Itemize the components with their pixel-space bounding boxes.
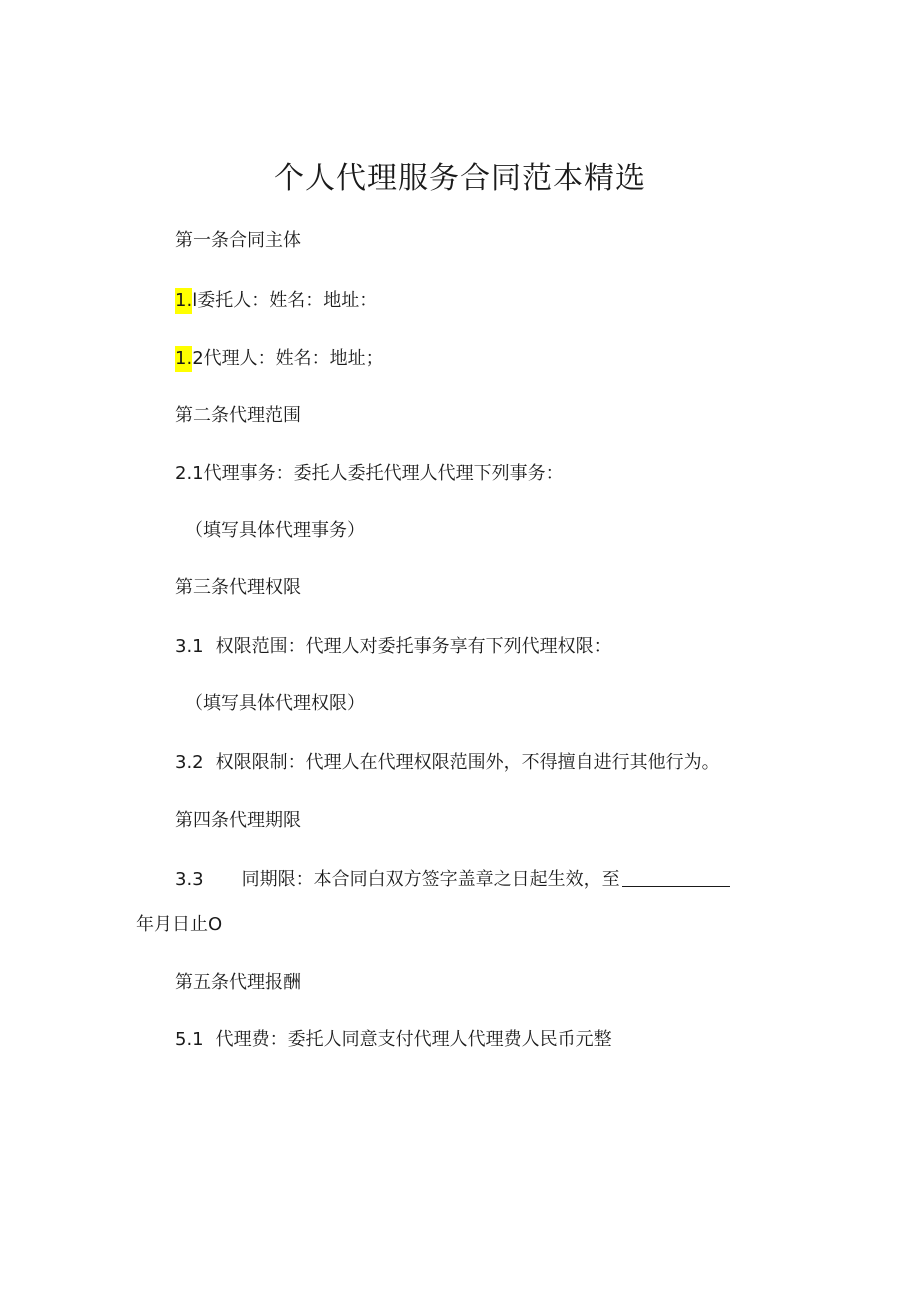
clause-1-2-number: 1. <box>175 346 192 372</box>
clause-5-1-number: 5.1 <box>175 1029 204 1050</box>
clause-3-2-text: 权限限制：代理人在代理权限范围外，不得擅自进行其他行为。 <box>215 752 720 773</box>
clause-3-2 <box>175 750 720 776</box>
clause-3-2-number: 3.2 <box>175 752 204 773</box>
clause-3-3-number: 3.3 <box>175 869 204 890</box>
clause-1-1-number: 1. <box>175 288 192 314</box>
clause-1-1-number-tail: l <box>192 290 198 311</box>
clause-1-2-text: 代理人：姓名：地址； <box>203 348 384 369</box>
clause-3-1-text: 权限范围：代理人对委托事务享有下列代理权限： <box>215 636 612 657</box>
article-2-placeholder: （填写具体代理事务） <box>185 520 365 541</box>
date-blank-line <box>622 868 730 887</box>
clause-1-1-text: 委托人：姓名：地址： <box>197 290 378 311</box>
clause-5-1-text: 代理费：委托人同意支付代理人代理费人民币元整 <box>215 1029 612 1050</box>
clause-2-1-text: 代理事务：委托人委托代理人代理下列事务： <box>203 463 564 484</box>
clause-2-1-number: 2.1 <box>175 463 204 484</box>
clause-2-1 <box>175 461 564 487</box>
clause-3-1-number: 3.1 <box>175 636 204 657</box>
clause-1-1 <box>175 288 377 314</box>
clause-3-3 <box>175 867 730 893</box>
article-4-heading: 第四条代理期限 <box>175 810 301 831</box>
clause-3-1 <box>175 634 612 660</box>
article-3-heading: 第三条代理权限 <box>175 577 301 598</box>
clause-1-2 <box>175 346 384 372</box>
clause-1-2-number-tail: 2 <box>192 348 204 369</box>
article-5-heading: 第五条代理报酬 <box>175 972 301 993</box>
article-3-placeholder: （填写具体代理权限） <box>185 693 365 714</box>
article-2-heading: 第二条代理范围 <box>175 405 301 426</box>
clause-3-3-continuation: 年月日止O <box>136 914 223 935</box>
clause-3-3-text: 同期限：本合同白双方签字盖章之日起生效，至 <box>241 869 620 890</box>
clause-5-1 <box>175 1027 612 1053</box>
article-1-heading: 第一条合同主体 <box>175 230 301 251</box>
document-title: 个人代理服务合同范本精选 <box>274 161 646 196</box>
